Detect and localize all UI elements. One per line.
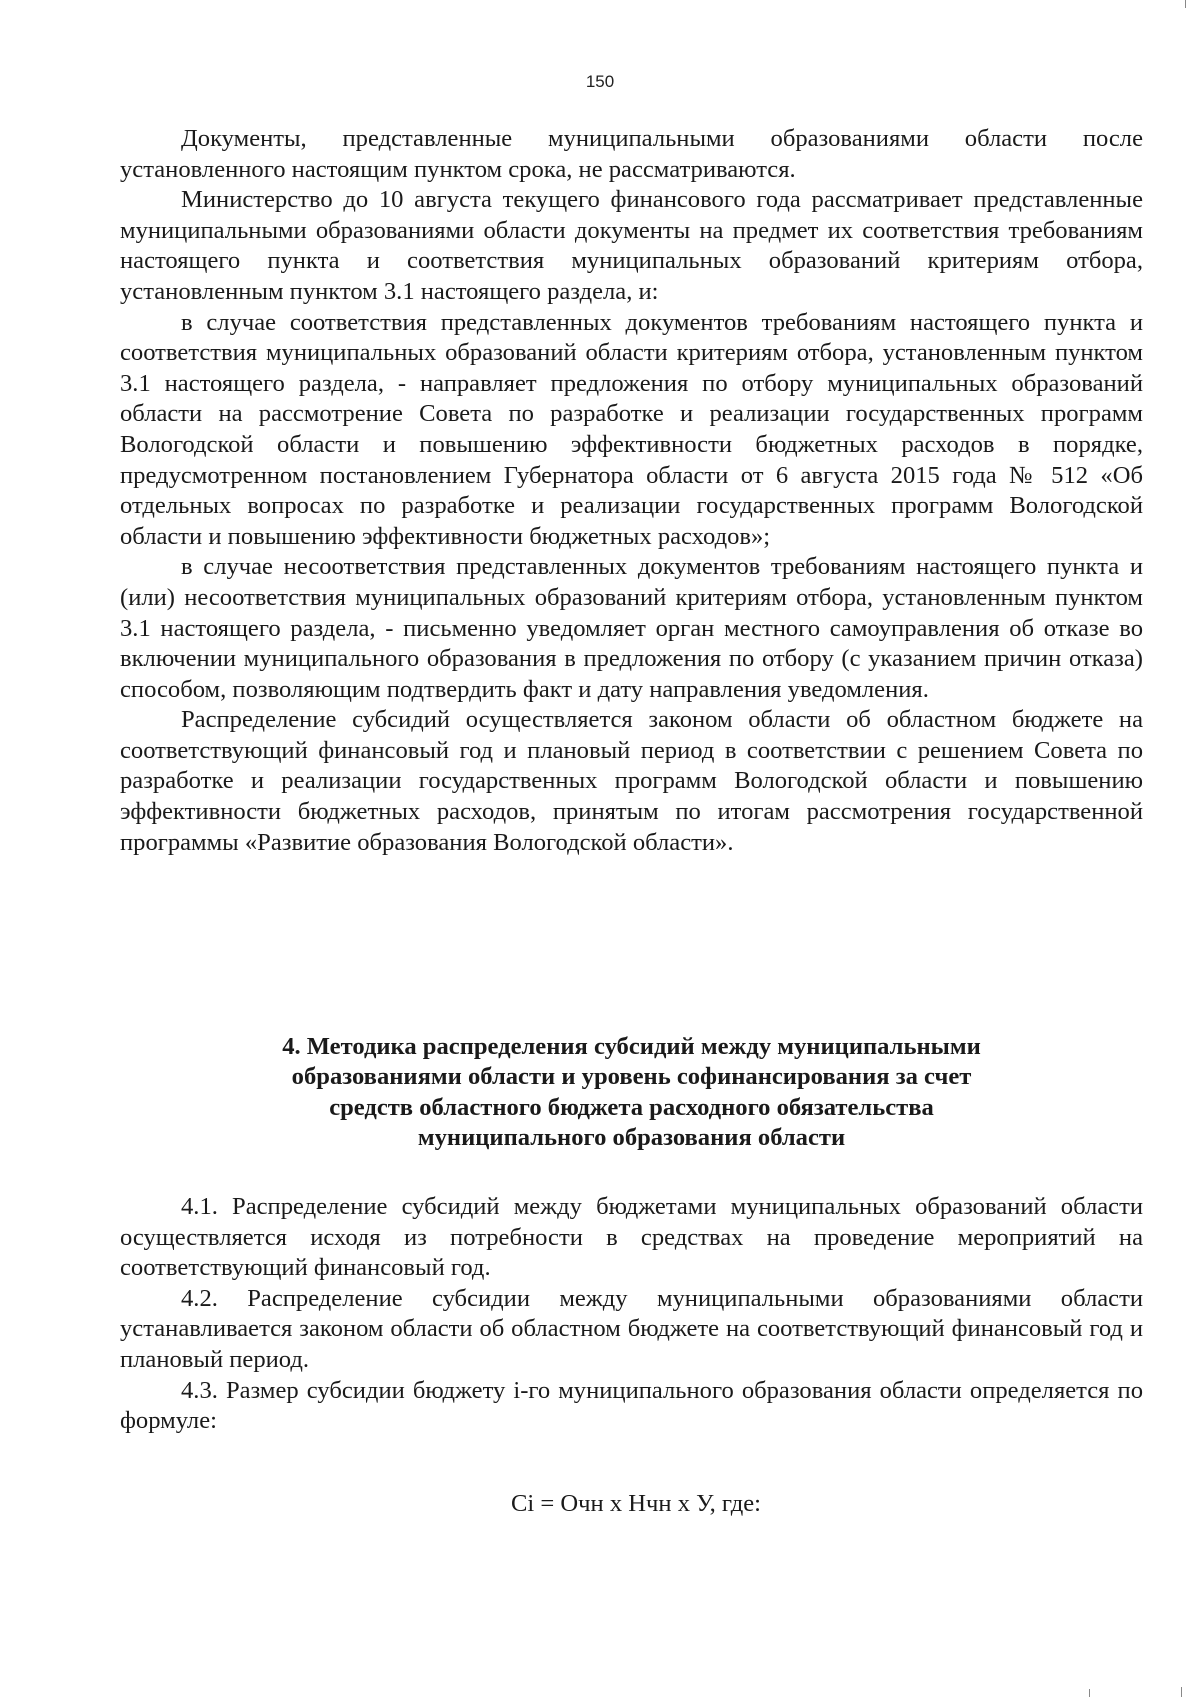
scan-artifact-bottom-right [1181,1687,1182,1697]
section-heading [120,1032,1143,1154]
body-text [120,124,1143,858]
scan-artifact-bottom-right-2 [1089,1689,1090,1697]
paragraph-distribution: Распределение субсидий осуществляется законом области об областном бюджете на соответствующий финансовый год и плановый период в соответствии с решением Совета по разработке и реализации государственных программ Вологодской области и повышению эффективности бюджетных расходов, принятым по итогам рассмотрения государственной программы «Развитие образования Вологодской области». [120,706,1143,856]
paragraph-case-noncompliance: в случае несоответствия представленных документов требованиям настоящего пункта и (или) несоответствия муниципальных образований критериям отбора, установленным пунктом 3.1 настоящего раздела, - письменно уведомляет орган местного самоуправления об отказе во включении муниципального образования в предложения по отбору (с указанием причин отказа) способом, позволяющим подтвердить факт и дату направления уведомления. [120,553,1143,703]
page-number: 150 [585,72,615,91]
section-heading-line: муниципального образования области [417,1124,846,1152]
clause-4-2: 4.2. Распределение субсидии между муниципальными образованиями области устанавливается законом области об областном бюджете на соответствующий финансовый год и плановый период. [120,1284,1143,1373]
scan-artifact-top-right [1185,0,1186,8]
section-heading-line: 4. Методика распределения субсидий между муниципальными [282,1033,981,1060]
section-heading-line: средств областного бюджета расходного обязательства [329,1093,934,1121]
paragraph-case-compliance: в случае соответствия представленных документов требованиям настоящего пункта и соответствия муниципальных образований области критериям отбора, установленным пунктом 3.1 настоящего раздела, - направляет предложения по отбору муниципальных образований области на рассмотрение Совета по разработке и реализации государственных программ Вологодской области и повышению эффективности бюджетных расходов в порядке, предусмотренном постановлением Губернатора области от 6 августа 2015 года № 512 «Об отдельных вопросах по разработке и реализации государственных программ Вологодской области и повышению эффективности бюджетных расходов»; [120,308,1143,550]
subsidy-formula: Ci = Очн x Нчн x У, где: [511,1490,761,1517]
clause-4-1: 4.1. Распределение субсидий между бюджетами муниципальных образований области осуществляется исходя из потребности в средствах на проведение мероприятий на соответствующий финансовый год. [120,1193,1143,1282]
clause-4-3: 4.3. Размер субсидии бюджету i-го муниципального образования области определяется по формуле: [120,1376,1143,1435]
paragraph-ministry-review: Министерство до 10 августа текущего финансового года рассматривает представленные муниципальными образованиями области документы на предмет их соответствия требованиям настоящего пункта и соответствия муниципальных образований критериям отбора, установленным пунктом 3.1 настоящего раздела, и: [120,186,1143,305]
section-heading-line: образованиями области и уровень софинансирования за счет [291,1063,972,1091]
paragraph-documents-late: Документы, представленные муниципальными образованиями области после установленного настоящим пунктом срока, не рассматриваются. [120,125,1143,183]
section-body [120,1192,1143,1437]
